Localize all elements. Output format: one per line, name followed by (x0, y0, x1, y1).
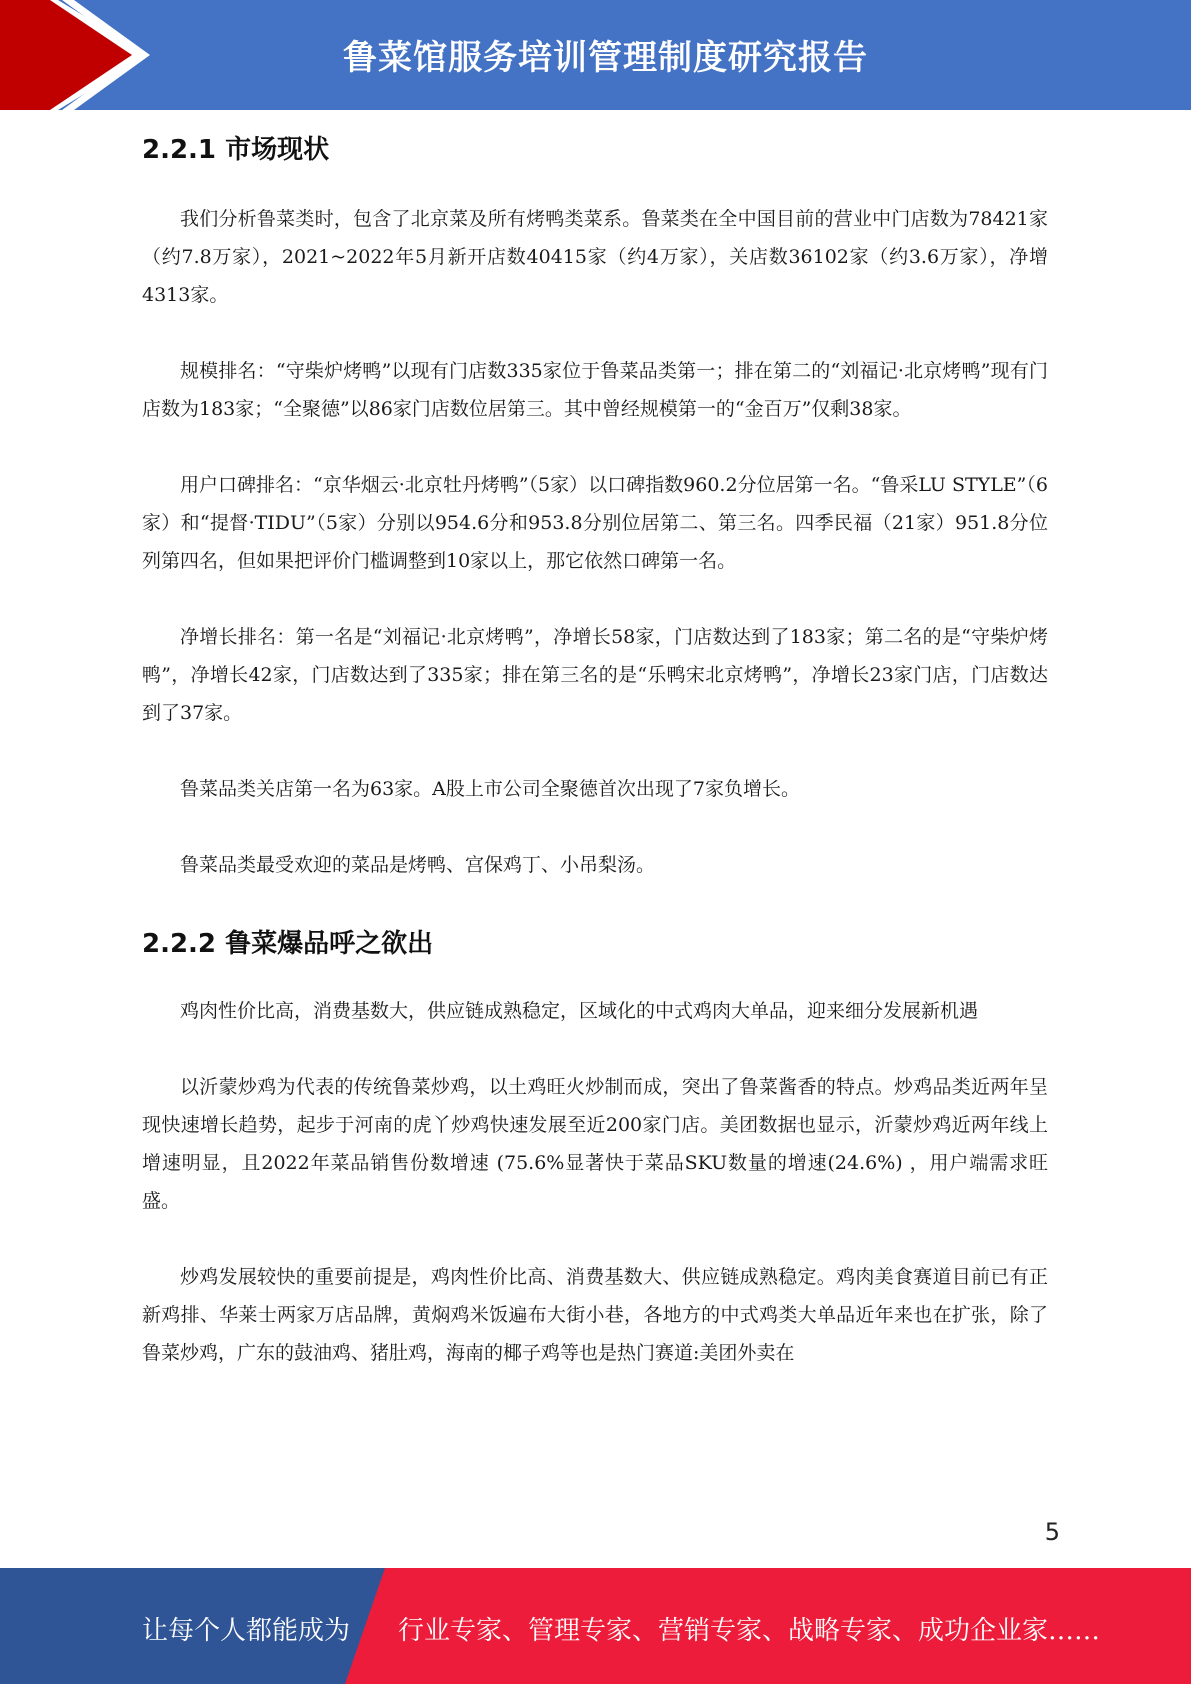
body-paragraph: 用户口碑排名：“京华烟云·北京牡丹烤鸭”（5家）以口碑指数960.2分位居第一名。“鲁采LU STYLE”（6家）和“提督·TIDU”（5家）分别以954.6分和953.8分别位居第二、第三名。四季民福（21家）951.8分位列第四名，但如果把评价门槛调整到10家以上，那它依然口碑第一名。 (142, 474, 1048, 572)
body-paragraph: 我们分析鲁菜类时，包含了北京菜及所有烤鸭类菜系。鲁菜类在全中国目前的营业中门店数为78421家（约7.8万家），2021~2022年5月新开店数40415家（约4万家），关店数36102家（约3.6万家），净增4313家。 (142, 208, 1048, 306)
section-heading: 2.2.2 鲁菜爆品呼之欲出 (142, 929, 434, 959)
page-content (142, 128, 1048, 1410)
body-paragraph: 炒鸡发展较快的重要前提是，鸡肉性价比高、消费基数大、供应链成熟稳定。鸡肉美食赛道目前已有正新鸡排、华莱士两家万店品牌，黄焖鸡米饭遍布大街小巷，各地方的中式鸡类大单品近年来也在扩张，除了鲁菜炒鸡，广东的鼓油鸡、猪肚鸡，海南的椰子鸡等也是热门赛道:美团外卖在 (142, 1266, 1048, 1364)
body-paragraph: 鲁菜品类最受欢迎的菜品是烤鸭、宫保鸡丁、小吊梨汤。 (180, 854, 656, 876)
footer-slogan-right: 行业专家、管理专家、营销专家、战略专家、成功企业家…… (398, 1616, 1101, 1646)
body-paragraph: 鲁菜品类关店第一名为63家。A股上市公司全聚德首次出现了7家负增长。 (180, 778, 800, 800)
page-header (0, 0, 1191, 110)
body-paragraph: 规模排名：“守柴炉烤鸭”以现有门店数335家位于鲁菜品类第一；排在第二的“刘福记·北京烤鸭”现有门店数为183家；“全聚德”以86家门店数位居第三。其中曾经规模第一的“金百万”仅剩38家。 (142, 360, 1048, 420)
footer-slogan-left: 让每个人都能成为 (142, 1616, 351, 1646)
body-paragraph: 鸡肉性价比高，消费基数大，供应链成熟稳定，区域化的中式鸡肉大单品，迎来细分发展新机遇 (180, 1000, 979, 1022)
section-heading: 2.2.1 市场现状 (142, 135, 330, 165)
page-footer (0, 1568, 1191, 1684)
body-paragraph: 净增长排名：第一名是“刘福记·北京烤鸭”，净增长58家，门店数达到了183家；第二名的是“守柴炉烤鸭”，净增长42家，门店数达到了335家；排在第三名的是“乐鸭宋北京烤鸭”，净增长23家门店，门店数达到了37家。 (142, 626, 1048, 724)
page-number: 5 (1044, 1518, 1060, 1546)
document-title: 鲁菜馆服务培训管理制度研究报告 (343, 38, 868, 78)
body-paragraph: 以沂蒙炒鸡为代表的传统鲁菜炒鸡，以土鸡旺火炒制而成，突出了鲁菜酱香的特点。炒鸡品类近两年呈现快速增长趋势，起步于河南的虎丫炒鸡快速发展至近200家门店。美团数据也显示，沂蒙炒鸡近两年线上增速明显，且2022年菜品销售份数增速 (75.6%显著快于菜品SKU数量的增速(24.6%) ，用户端需求旺盛。 (142, 1076, 1048, 1212)
